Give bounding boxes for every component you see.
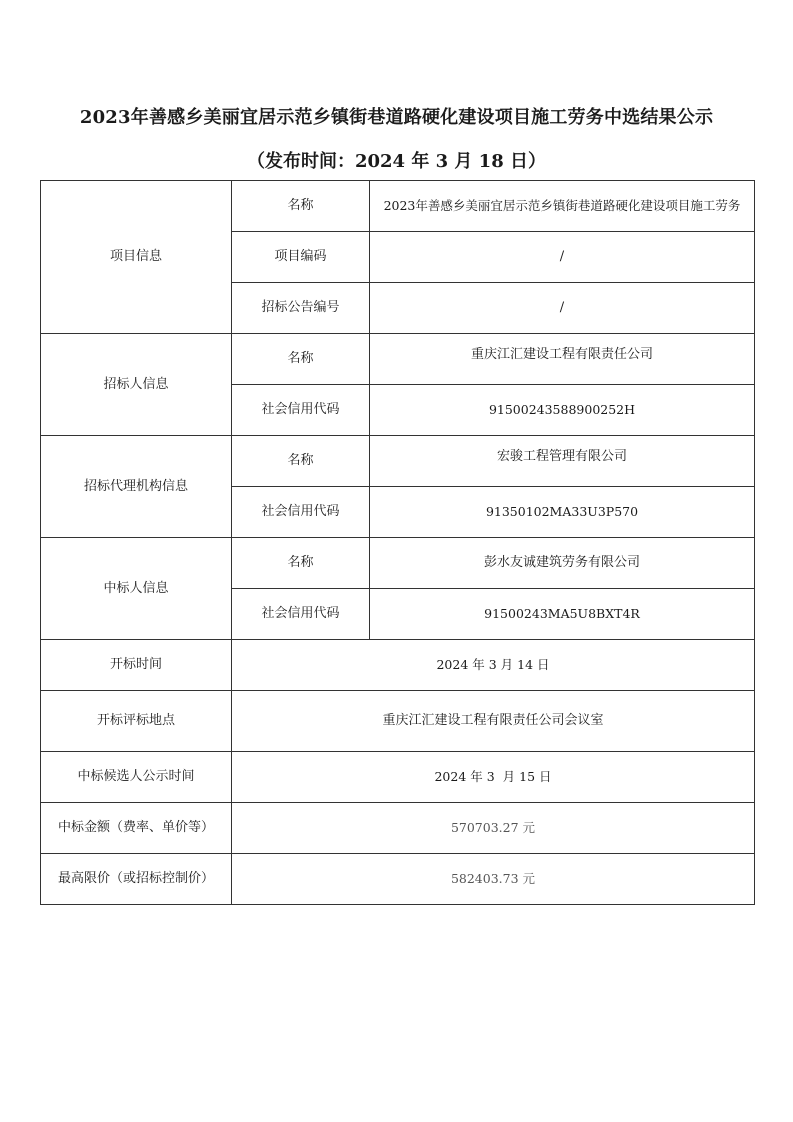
tenderer-credit-label: 社会信用代码 [232,385,370,436]
notice-number-value: / [370,283,755,334]
table-row [41,334,755,385]
agency-name-value [370,436,755,487]
table-row [41,538,755,589]
winner-credit-value: 91500243MA5U8BXT4R [370,589,755,640]
project-info-header: 项目信息 [41,181,232,334]
project-name-label: 名称 [232,181,370,232]
table-row [41,803,755,854]
max-price-value: 582403.73 元 [232,854,755,905]
table-row [41,436,755,487]
tenderer-name-text: 重庆江汇建设工程有限责任公司 [470,347,653,362]
table-row [41,752,755,803]
opening-time-value: 2024 年 3 月 14 日 [232,640,755,691]
project-code-value: / [370,232,755,283]
agency-credit-value: 91350102MA33U3P570 [370,487,755,538]
tenderer-info-header: 招标人信息 [41,334,232,436]
publicity-time-value: 2024 年 3 月 15 日 [232,752,755,803]
table-row [41,181,755,232]
tenderer-credit-value: 91500243588900252H [370,385,755,436]
max-price-label: 最高限价（或招标控制价） [41,854,232,905]
result-table [40,180,755,905]
opening-place-value: 重庆江汇建设工程有限责任公司会议室 [232,691,755,752]
project-name-value: 2023年善感乡美丽宜居示范乡镇街巷道路硬化建设项目施工劳务 [370,181,755,232]
table-row [41,691,755,752]
winner-name-value: 彭水友诚建筑劳务有限公司 [370,538,755,589]
agency-credit-label: 社会信用代码 [232,487,370,538]
winner-credit-label: 社会信用代码 [232,589,370,640]
winner-info-header: 中标人信息 [41,538,232,640]
table-row [41,640,755,691]
page-title: 2023年善感乡美丽宜居示范乡镇街巷道路硬化建设项目施工劳务中选结果公示 [79,107,714,128]
tenderer-name-label: 名称 [232,334,370,385]
winner-name-label: 名称 [232,538,370,589]
opening-time-label: 开标时间 [41,640,232,691]
agency-name-text: 宏骏工程管理有限公司 [496,449,627,464]
bid-amount-label: 中标金额（费率、单价等） [41,803,232,854]
table-row [41,854,755,905]
notice-number-label: 招标公告编号 [232,283,370,334]
bid-amount-value: 570703.27 元 [232,803,755,854]
opening-place-label: 开标评标地点 [41,691,232,752]
agency-name-label: 名称 [232,436,370,487]
project-code-label: 项目编码 [232,232,370,283]
publish-date: （发布时间：2024 年 3 月 18 日） [246,151,546,172]
publicity-time-label: 中标候选人公示时间 [41,752,232,803]
agency-info-header: 招标代理机构信息 [41,436,232,538]
tenderer-name-value [370,334,755,385]
